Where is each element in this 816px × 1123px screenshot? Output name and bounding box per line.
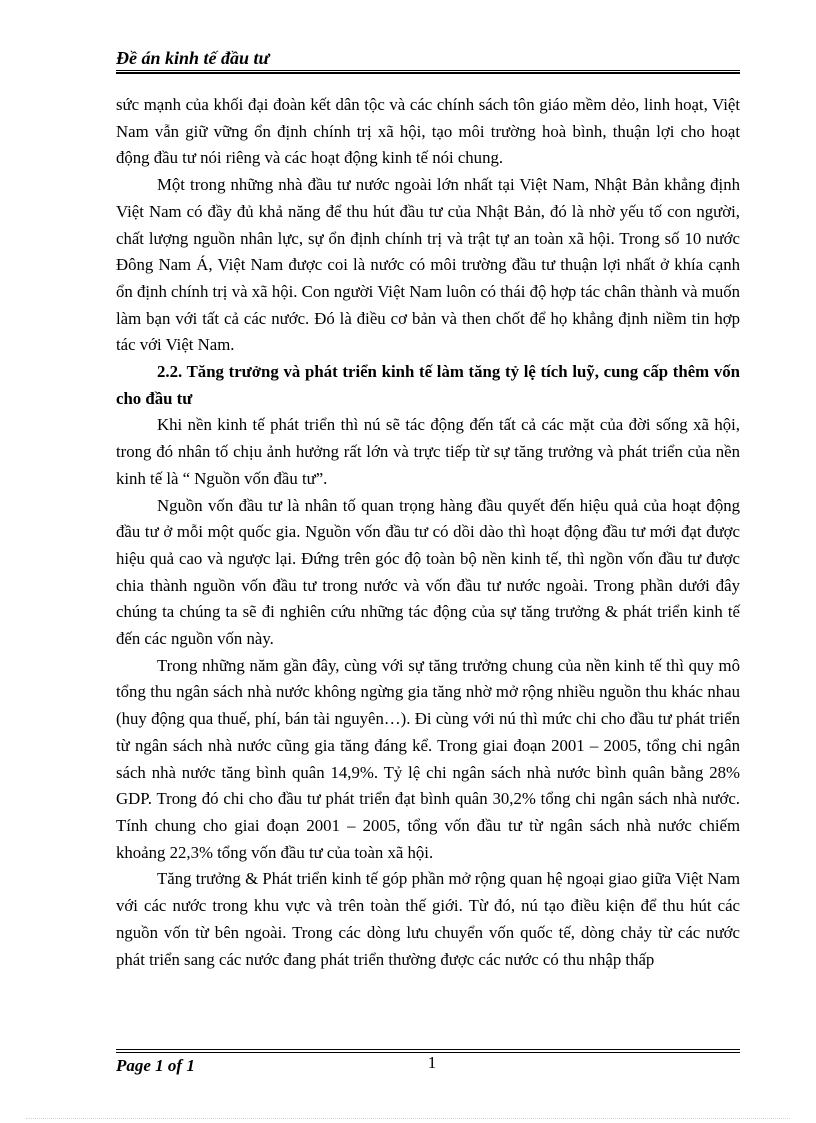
document-body [116,92,740,973]
footer-divider [116,1049,740,1050]
paragraph: Nguồn vốn đầu tư là nhân tố quan trọng hàng đầu quyết đến hiệu quả của hoạt động đầu tư ở mỗi một quốc gia. Nguồn vốn đầu tư có dồi dào thì hoạt động đầu tư mới đạt được hiệu quả cao và ngược lại. Đứng trên góc độ toàn bộ nền kinh tế, thì ngồn vốn đầu tư được chia thành nguồn vốn đầu tư trong nước và vốn đầu tư nước ngoài. Trong phần dưới đây chúng ta chúng ta sẽ đi nghiên cứu những tác động của sự tăng trưởng & phát triển kinh tế đến các nguồn vốn này. [116,495,740,649]
section-heading: 2.2. Tăng trưởng và phát triển kinh tế làm tăng tỷ lệ tích luỹ, cung cấp thêm vốn cho đầu tư [116,362,740,408]
header-divider-thick [116,72,740,74]
paragraph: Khi nền kinh tế phát triển thì nú sẽ tác động đến tất cả các mặt của đời sống xã hội, trong đó nhân tố chịu ảnh hưởng rất lớn và trực tiếp từ sự tăng trưởng và phát triển của nền kinh tế là “ Nguồn vốn đầu tư”. [116,415,740,488]
paragraph: Trong những năm gần đây, cùng với sự tăng trưởng chung của nền kinh tế thì quy mô tổng thu ngân sách nhà nước không ngừng gia tăng nhờ mở rộng nhiều nguồn thu khác nhau (huy động qua thuế, phí, bán tài nguyên…). Đi cùng với nú thì mức chi cho đầu tư phát triển từ ngân sách nhà nước cũng gia tăng đáng kể. Trong giai đoạn 2001 – 2005, tổng chi ngân sách nhà nước tăng bình quân 14,9%. Tỷ lệ chi ngân sách nhà nước bình quân bằng 28% GDP. Trong đó chi cho đầu tư phát triển đạt bình quân 30,2% tổng chi ngân sách nhà nước. Tính chung cho giai đoạn 2001 – 2005, tổng vốn đầu tư từ ngân sách nhà nước chiếm khoảng 22,3% tổng vốn đầu tư của toàn xã hội. [116,655,740,862]
paragraph: Tăng trưởng & Phát triển kinh tế góp phần mở rộng quan hệ ngoại giao giữa Việt Nam với các nước trong khu vực và trên toàn thế giới. Từ đó, nú tạo điều kiện để thu hút các nguồn vốn từ bên ngoài. Trong các dòng lưu chuyển vốn quốc tế, dòng chảy từ các nước phát triển sang các nước đang phát triển thường được các nước có thu nhập thấp [116,869,740,969]
page-bottom-dotted-border [26,1118,790,1119]
footer-page-number: 1 [427,1053,437,1072]
document-header-title: Đề án kinh tế đầu tư [116,48,270,68]
header-divider [116,70,740,71]
footer-page-label: Page 1 of 1 [116,1056,195,1075]
paragraph-continuation: sức mạnh của khối đại đoàn kết dân tộc và các chính sách tôn giáo mềm dẻo, linh hoạt, Việt Nam vẫn giữ vững ổn định chính trị xã hội, tạo môi trường hoà bình, thuận lợi cho hoạt động đầu tư nói riêng và các hoạt động kinh tế nói chung. [116,95,740,168]
paragraph: Một trong những nhà đầu tư nước ngoài lớn nhất tại Việt Nam, Nhật Bản khẳng định Việt Nam có đầy đủ khả năng để thu hút đầu tư của Nhật Bản, đó là nhờ yếu tố con người, chất lượng nguồn nhân lực, sự ổn định chính trị và trật tự an toàn xã hội. Trong số 10 nước Đông Nam Á, Việt Nam được coi là nước có môi trường đầu tư thuận lợi nhất ở khía cạnh ổn định chính trị và xã hội. Con người Việt Nam luôn có thái độ hợp tác chân thành và muốn làm bạn với tất cả các nước. Đó là điều cơ bản và then chốt để họ khẳng định niềm tin hợp tác với Việt Nam. [116,175,740,355]
